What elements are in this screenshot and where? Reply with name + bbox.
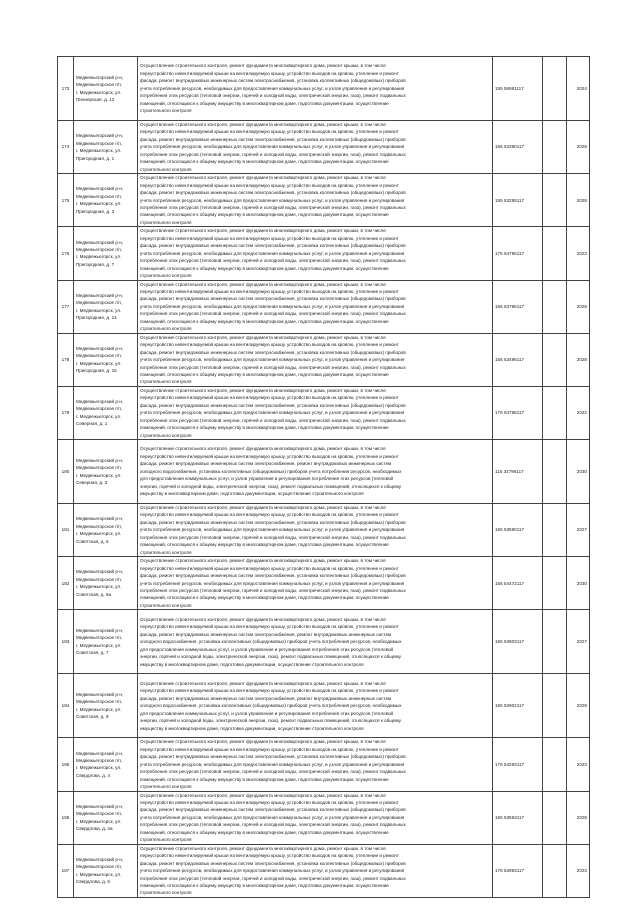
work-description-line: переустройство невентилируемой крыши на вентилируемую крышу, устройство выходов на кровлю, утепление и ремонт bbox=[140, 342, 399, 348]
work-description-line: фасада, ремонт внутридомовых инженерных систем электроснабжения, ремонт внутридомовых инженерных систем bbox=[140, 461, 392, 467]
cost-code-cell: 155 52902117 bbox=[493, 674, 543, 738]
work-description-line: холодного водоснабжения, установка коллективных (общедомовых) приборов учета потребления ресурсов, необходимых bbox=[140, 468, 402, 474]
work-description-line: учета потребления ресурсов, необходимых для предоставления коммунальных услуг, и узлов управления и регулирования bbox=[140, 144, 405, 150]
work-description-line: переустройство невентилируемой крыши на вентилируемую крышу, устройство выходов на кровлю, утепление и ремонт bbox=[140, 235, 399, 241]
cost-code-cell: 155 53903117 bbox=[493, 610, 543, 674]
address-cell bbox=[74, 440, 138, 504]
table-row bbox=[58, 174, 590, 227]
table-row bbox=[58, 844, 590, 897]
address-line: Медвежьегорский р-н, bbox=[76, 569, 124, 575]
work-description-line: Осуществление строительного контроля, ремонт фундамента многоквартирного дома, ремонт крыши, в том числе bbox=[140, 387, 386, 393]
work-description-line: учета потребления ресурсов, необходимых для предоставления коммунальных услуг, и узлов управления и регулирования bbox=[140, 527, 405, 533]
work-description-line: потребления этих ресурсов (тепловой энергии, горячей и холодной воды, электрической энергии, газа), ремонт подвальных bbox=[140, 258, 406, 264]
work-description-line: строительного контроля bbox=[140, 108, 192, 114]
work-description-line: переустройство невентилируемой крыши на вентилируемую крышу, устройство выходов на кровлю, утепление и ремонт bbox=[140, 800, 399, 805]
work-description-line: учета потребления ресурсов, необходимых для предоставления коммунальных услуг, и узлов управления и регулирования bbox=[140, 580, 405, 586]
work-description-line: помещений, относящихся к общему имуществу в многоквартирном доме, подготовка документации, осуществление bbox=[140, 542, 389, 548]
work-description-cell bbox=[138, 557, 493, 610]
repair-year-cell: 2028 bbox=[567, 174, 590, 227]
work-description-cell bbox=[138, 57, 493, 121]
work-description-cell bbox=[138, 280, 493, 333]
address-line: Северная, д. 3 bbox=[76, 479, 108, 485]
cost-code-cell: 155 53390117 bbox=[493, 121, 543, 174]
address-line: Медвежьегорский р-н, bbox=[76, 803, 124, 809]
address-cell bbox=[74, 557, 138, 610]
address-line: г. Медвежьегорск, ул. bbox=[76, 584, 122, 590]
address-line: г. Медвежьегорск, ул. bbox=[76, 531, 122, 537]
work-description-line: потребления этих ресурсов (тепловой энергии, горячей и холодной воды, электрической энергии, газа), ремонт подвальных bbox=[140, 364, 406, 370]
address-line: г. Медвежьегорск, ул. bbox=[76, 307, 122, 313]
work-description-line: потребления этих ресурсов (тепловой энергии, горячей и холодной воды, электрической энергии, газа), ремонт подвальных bbox=[140, 417, 406, 423]
work-description-line: энергии, горячей и холодной воды, электрической энергии, газа), ремонт подвальных помещений, относящихся к общему bbox=[140, 654, 402, 660]
work-description-line: фасада, ремонт внутридомовых инженерных систем электроснабжения, установка коллективных (общедомовых) приборов bbox=[140, 78, 406, 84]
work-description-cell bbox=[138, 738, 493, 791]
work-description-line: учета потребления ресурсов, необходимых для предоставления коммунальных услуг, и узлов управления и регулирования bbox=[140, 85, 405, 91]
work-description-line: помещений, относящихся к общему имуществу в многоквартирном доме, подготовка документации, осуществление bbox=[140, 595, 389, 601]
address-line: Медвежьегорское г/п, bbox=[76, 82, 123, 88]
address-line: Медвежьегорское г/п, bbox=[76, 576, 123, 582]
work-description-line: фасада, ремонт внутридомовых инженерных систем электроснабжения, установка коллективных (общедомовых) приборов bbox=[140, 573, 406, 579]
work-description-line: переустройство невентилируемой крыши на вентилируемую крышу, устройство выходов на кровлю, утепление и ремонт bbox=[140, 688, 399, 694]
work-description-line: строительного контроля bbox=[140, 602, 192, 608]
address-line: Медвежьегорское г/п, bbox=[76, 635, 123, 641]
address-line: г. Медвежьегорск, ул. bbox=[76, 642, 122, 648]
cost-code-cell: 175 54293117 bbox=[493, 738, 543, 791]
work-description-cell bbox=[138, 504, 493, 557]
work-description-line: переустройство невентилируемой крыши на вентилируемую крышу, устройство выходов на кровлю, утепление и ремонт bbox=[140, 182, 399, 188]
work-description-line: фасада, ремонт внутридомовых инженерных систем электроснабжения, установка коллективных (общедомовых) приборов bbox=[140, 349, 406, 355]
address-line: Советская, д. 5 bbox=[76, 538, 109, 544]
address-line: Пригородная, д. 14 bbox=[76, 315, 117, 321]
work-description-line: энергии, горячей и холодной воды, электрической энергии, газа), ремонт подвальных помещений, относящихся к общему bbox=[140, 718, 402, 724]
empty-cell bbox=[543, 844, 567, 897]
address-line: Медвежьегорское г/п, bbox=[76, 811, 123, 817]
work-description-line: переустройство невентилируемой крыши на вентилируемую крышу, устройство выходов на кровлю, утепление и ремонт bbox=[140, 70, 399, 76]
work-description-line: учета потребления ресурсов, необходимых для предоставления коммунальных услуг, и узлов управления и регулирования bbox=[140, 410, 405, 416]
empty-cell bbox=[543, 280, 567, 333]
work-description-line: строительного контроля bbox=[140, 784, 192, 790]
work-description-line: холодного водоснабжения, установка коллективных (общедомовых) приборов учета потребления ресурсов, необходимых bbox=[140, 703, 402, 709]
address-cell bbox=[74, 791, 138, 844]
empty-cell bbox=[543, 674, 567, 738]
work-description-line: фасада, ремонт внутридомовых инженерных систем электроснабжения, ремонт внутридомовых инженерных систем bbox=[140, 631, 392, 637]
empty-cell bbox=[543, 557, 567, 610]
address-cell bbox=[74, 333, 138, 386]
address-line: г. Медвежьегорск, ул. bbox=[76, 871, 122, 877]
work-description-line: строительного контроля bbox=[140, 166, 192, 172]
work-description-line: для предоставления коммунальных услуг, и узлов управления и регулирования потребления этих ресурсов (тепловой bbox=[140, 710, 394, 716]
work-description-line: помещений, относящихся к общему имуществу в многоквартирном доме, подготовка документации, осуществление bbox=[140, 371, 389, 377]
work-description-line: переустройство невентилируемой крыши на вентилируемую крышу, устройство выходов на кровлю, утепление и ремонт bbox=[140, 288, 399, 294]
work-description-line: учета потребления ресурсов, необходимых для предоставления коммунальных услуг, и узлов управления и регулирования bbox=[140, 814, 405, 820]
repair-year-cell: 2028 bbox=[567, 121, 590, 174]
empty-cell bbox=[543, 121, 567, 174]
work-description-line: Осуществление строительного контроля, ремонт фундамента многоквартирного дома, ремонт крыши, в том числе bbox=[140, 175, 386, 181]
table-body bbox=[58, 57, 590, 898]
address-cell bbox=[74, 280, 138, 333]
work-description-line: фасада, ремонт внутридомовых инженерных систем электроснабжения, установка коллективных (общедомовых) приборов bbox=[140, 860, 406, 866]
address-line: г. Медвежьегорск, ул. bbox=[76, 765, 122, 771]
work-description-line: потребления этих ресурсов (тепловой энергии, горячей и холодной воды, электрической энергии, газа), ремонт подвальных bbox=[140, 875, 406, 881]
repair-year-cell: 2029 bbox=[567, 674, 590, 738]
address-line: Пионерская, д. 12 bbox=[76, 96, 115, 102]
work-description-line: Осуществление строительного контроля, ремонт фундамента многоквартирного дома, ремонт крыши, в том числе bbox=[140, 334, 386, 340]
work-description-line: переустройство невентилируемой крыши на вентилируемую крышу, устройство выходов на кровлю, утепление и ремонт bbox=[140, 453, 399, 459]
address-line: Медвежьегорский р-н, bbox=[76, 516, 124, 522]
work-description-line: помещений, относящихся к общему имуществу в многоквартирном доме, подготовка документации, осуществление bbox=[140, 318, 389, 324]
address-line: Медвежьегорское г/п, bbox=[76, 300, 123, 306]
work-description-line: строительного контроля bbox=[140, 890, 192, 896]
repair-year-cell: 2022 bbox=[567, 386, 590, 439]
work-description-cell bbox=[138, 333, 493, 386]
row-number: 176 bbox=[58, 227, 74, 280]
work-description-line: Осуществление строительного контроля, ремонт фундамента многоквартирного дома, ремонт крыши, в том числе bbox=[140, 792, 386, 798]
address-line: Медвежьегорский р-н, bbox=[76, 133, 124, 139]
work-description-line: строительного контроля bbox=[140, 219, 192, 225]
cost-code-cell: 155 53590117 bbox=[493, 504, 543, 557]
work-description-line: помещений, относящихся к общему имуществу в многоквартирном доме, подготовка документации, осуществление bbox=[140, 425, 389, 431]
cost-code-cell: 155 55991117 bbox=[493, 57, 543, 121]
work-description-line: переустройство невентилируемой крыши на вентилируемую крышу, устройство выходов на кровлю, утепление и ремонт bbox=[140, 512, 399, 518]
row-number: 186 bbox=[58, 791, 74, 844]
empty-cell bbox=[543, 610, 567, 674]
capital-repair-table bbox=[57, 56, 590, 898]
work-description-line: потребления этих ресурсов (тепловой энергии, горячей и холодной воды, электрической энергии, газа), ремонт подвальных bbox=[140, 93, 406, 99]
address-line: г. Медвежьегорск, ул. bbox=[76, 254, 122, 260]
work-description-line: Осуществление строительного контроля, ремонт фундамента многоквартирного дома, ремонт крыши, в том числе bbox=[140, 505, 386, 511]
address-line: Медвежьегорское г/п, bbox=[76, 246, 123, 252]
address-cell bbox=[74, 504, 138, 557]
repair-year-cell: 2023 bbox=[567, 738, 590, 791]
address-cell bbox=[74, 738, 138, 791]
work-description-cell bbox=[138, 674, 493, 738]
work-description-line: помещений, относящихся к общему имуществу в многоквартирном доме, подготовка документации, осуществление bbox=[140, 776, 389, 782]
work-description-line: холодного водоснабжения, установка коллективных (общедомовых) приборов учета потребления ресурсов, необходимых bbox=[140, 639, 402, 645]
work-description-line: учета потребления ресурсов, необходимых для предоставления коммунальных услуг, и узлов управления и регулирования bbox=[140, 197, 405, 203]
work-description-line: фасада, ремонт внутридомовых инженерных систем электроснабжения, установка коллективных (общедомовых) приборов bbox=[140, 807, 406, 813]
address-cell bbox=[74, 386, 138, 439]
table-row bbox=[58, 610, 590, 674]
work-description-cell bbox=[138, 121, 493, 174]
table-row bbox=[58, 121, 590, 174]
work-description-line: потребления этих ресурсов (тепловой энергии, горячей и холодной воды, электрической энергии, газа), ремонт подвальных bbox=[140, 769, 406, 775]
cost-code-cell: 175 54993117 bbox=[493, 844, 543, 897]
empty-cell bbox=[543, 440, 567, 504]
address-line: Свердлова, д. 4а bbox=[76, 826, 113, 832]
address-line: Советская, д. 7 bbox=[76, 650, 109, 656]
address-cell bbox=[74, 227, 138, 280]
address-cell bbox=[74, 174, 138, 227]
work-description-line: переустройство невентилируемой крыши на вентилируемую крышу, устройство выходов на кровлю, утепление и ремонт bbox=[140, 624, 399, 630]
address-line: Пригородная, д. 3 bbox=[76, 208, 115, 214]
table-row bbox=[58, 57, 590, 121]
work-description-line: имуществу в многоквартирном доме, подготовка документации, осуществление строительного контроля bbox=[140, 725, 364, 731]
work-description-cell bbox=[138, 844, 493, 897]
work-description-line: помещений, относящихся к общему имуществу в многоквартирном доме, подготовка документации, осуществление bbox=[140, 159, 389, 165]
work-description-line: Осуществление строительного контроля, ремонт фундамента многоквартирного дома, ремонт крыши, в том числе bbox=[140, 616, 386, 622]
work-description-line: помещений, относящихся к общему имуществу в многоквартирном доме, подготовка документации, осуществление bbox=[140, 829, 389, 835]
work-description-line: Осуществление строительного контроля, ремонт фундамента многоквартирного дома, ремонт крыши, в том числе bbox=[140, 446, 386, 452]
work-description-line: фасада, ремонт внутридомовых инженерных систем электроснабжения, установка коллективных (общедомовых) приборов bbox=[140, 296, 406, 302]
address-line: Медвежьегорский р-н, bbox=[76, 691, 124, 697]
address-line: Свердлова, д. 4 bbox=[76, 772, 110, 778]
work-description-line: строительного контроля bbox=[140, 326, 192, 332]
work-description-line: фасада, ремонт внутридомовых инженерных систем электроснабжения, установка коллективных (общедомовых) приборов bbox=[140, 402, 406, 408]
work-description-line: строительного контроля bbox=[140, 379, 192, 385]
work-description-line: строительного контроля bbox=[140, 432, 192, 438]
work-description-line: имуществу в многоквартирном доме, подготовка документации, осуществление строительного контроля bbox=[140, 661, 364, 667]
table-row bbox=[58, 440, 590, 504]
row-number: 187 bbox=[58, 844, 74, 897]
work-description-line: переустройство невентилируемой крыши на вентилируемую крышу, устройство выходов на кровлю, утепление и ремонт bbox=[140, 565, 399, 571]
work-description-cell bbox=[138, 174, 493, 227]
table-row bbox=[58, 738, 590, 791]
address-line: Медвежьегорский р-н, bbox=[76, 856, 124, 862]
address-line: Пригородная, д. 15 bbox=[76, 368, 117, 374]
work-description-line: переустройство невентилируемой крыши на вентилируемую крышу, устройство выходов на кровлю, утепление и ремонт bbox=[140, 746, 399, 752]
repair-year-cell: 2023 bbox=[567, 227, 590, 280]
row-number: 175 bbox=[58, 174, 74, 227]
address-cell bbox=[74, 57, 138, 121]
empty-cell bbox=[543, 227, 567, 280]
work-description-line: потребления этих ресурсов (тепловой энергии, горячей и холодной воды, электрической энергии, газа), ремонт подвальных bbox=[140, 822, 406, 828]
work-description-line: имуществу в многоквартирном доме, подготовка документации, осуществление строительного контроля bbox=[140, 491, 364, 497]
work-description-line: учета потребления ресурсов, необходимых для предоставления коммунальных услуг, и узлов управления и регулирования bbox=[140, 250, 405, 256]
work-description-line: учета потребления ресурсов, необходимых для предоставления коммунальных услуг, и узлов управления и регулирования bbox=[140, 761, 405, 767]
cost-code-cell: 155 54472117 bbox=[493, 557, 543, 610]
address-line: Медвежьегорское г/п, bbox=[76, 864, 123, 870]
address-line: г. Медвежьегорск, ул. bbox=[76, 89, 122, 95]
empty-cell bbox=[543, 738, 567, 791]
address-line: Северная, д. 1 bbox=[76, 421, 108, 427]
work-description-line: учета потребления ресурсов, необходимых для предоставления коммунальных услуг, и узлов управления и регулирования bbox=[140, 357, 405, 363]
work-description-line: Осуществление строительного контроля, ремонт фундамента многоквартирного дома, ремонт крыши, в том числе bbox=[140, 122, 386, 127]
work-description-line: строительного контроля bbox=[140, 837, 192, 843]
work-description-line: фасада, ремонт внутридомовых инженерных систем электроснабжения, ремонт внутридомовых инженерных систем bbox=[140, 695, 392, 701]
address-line: Медвежьегорский р-н, bbox=[76, 292, 124, 298]
row-number: 183 bbox=[58, 610, 74, 674]
empty-cell bbox=[543, 174, 567, 227]
work-description-line: Осуществление строительного контроля, ремонт фундамента многоквартирного дома, ремонт крыши, в том числе bbox=[140, 845, 386, 851]
empty-cell bbox=[543, 504, 567, 557]
address-line: Медвежьегорский р-н, bbox=[76, 457, 124, 463]
address-cell bbox=[74, 610, 138, 674]
work-description-line: строительного контроля bbox=[140, 273, 192, 279]
repair-year-cell: 2023 bbox=[567, 844, 590, 897]
table-row bbox=[58, 386, 590, 439]
work-description-line: переустройство невентилируемой крыши на вентилируемую крышу, устройство выходов на кровлю, утепление и ремонт bbox=[140, 853, 399, 859]
work-description-line: для предоставления коммунальных услуг, и узлов управления и регулирования потребления этих ресурсов (тепловой bbox=[140, 646, 394, 652]
table-row bbox=[58, 557, 590, 610]
address-line: г. Медвежьегорск, ул. bbox=[76, 201, 122, 207]
work-description-line: Осуществление строительного контроля, ремонт фундамента многоквартирного дома, ремонт крыши, в том числе bbox=[140, 281, 386, 287]
work-description-line: потребления этих ресурсов (тепловой энергии, горячей и холодной воды, электрической энергии, газа), ремонт подвальных bbox=[140, 588, 406, 594]
work-description-cell bbox=[138, 386, 493, 439]
repair-year-cell: 2027 bbox=[567, 504, 590, 557]
address-line: г. Медвежьегорск, ул. bbox=[76, 706, 122, 712]
work-description-line: помещений, относящихся к общему имуществу в многоквартирном доме, подготовка документации, осуществление bbox=[140, 265, 389, 271]
cost-code-cell: 155 53295117 bbox=[493, 174, 543, 227]
work-description-line: для предоставления коммунальных услуг, и узлов управления и регулирования потребления этих ресурсов (тепловой bbox=[140, 476, 394, 482]
work-description-line: помещений, относящихся к общему имуществу в многоквартирном доме, подготовка документации, осуществление bbox=[140, 212, 389, 218]
address-line: Медвежьегорское г/п, bbox=[76, 523, 123, 529]
work-description-line: фасада, ремонт внутридомовых инженерных систем электроснабжения, установка коллективных (общедомовых) приборов bbox=[140, 519, 406, 525]
work-description-line: Осуществление строительного контроля, ремонт фундамента многоквартирного дома, ремонт крыши, в том числе bbox=[140, 558, 386, 564]
address-line: г. Медвежьегорск, ул. bbox=[76, 413, 122, 419]
address-line: Медвежьегорское г/п, bbox=[76, 699, 123, 705]
address-line: Медвежьегорский р-н, bbox=[76, 345, 124, 351]
repair-year-cell: 2028 bbox=[567, 791, 590, 844]
cost-code-cell: 155 53496117 bbox=[493, 333, 543, 386]
work-description-line: фасада, ремонт внутридомовых инженерных систем электроснабжения, установка коллективных (общедомовых) приборов bbox=[140, 136, 406, 142]
work-description-line: потребления этих ресурсов (тепловой энергии, горячей и холодной воды, электрической энергии, газа), ремонт подвальных bbox=[140, 204, 406, 210]
address-line: Медвежьегорское г/п, bbox=[76, 406, 123, 412]
cost-code-cell: 175 54795117 bbox=[493, 227, 543, 280]
repair-year-cell: 2028 bbox=[567, 280, 590, 333]
empty-cell bbox=[543, 386, 567, 439]
cost-code-cell: 175 54798117 bbox=[493, 386, 543, 439]
repair-year-cell: 2028 bbox=[567, 333, 590, 386]
work-description-line: потребления этих ресурсов (тепловой энергии, горячей и холодной воды, электрической энергии, газа), ремонт подвальных bbox=[140, 311, 406, 317]
address-line: Медвежьегорский р-н, bbox=[76, 74, 124, 80]
work-description-line: переустройство невентилируемой крыши на вентилируемую крышу, устройство выходов на кровлю, утепление и ремонт bbox=[140, 395, 399, 401]
row-number: 180 bbox=[58, 440, 74, 504]
address-line: Медвежьегорский р-н, bbox=[76, 239, 124, 245]
table-row bbox=[58, 333, 590, 386]
work-description-line: потребления этих ресурсов (тепловой энергии, горячей и холодной воды, электрической энергии, газа), ремонт подвальных bbox=[140, 534, 406, 540]
work-description-line: помещений, относящихся к общему имуществу в многоквартирном доме, подготовка документации, осуществление bbox=[140, 882, 389, 888]
row-number: 177 bbox=[58, 280, 74, 333]
row-number: 174 bbox=[58, 121, 74, 174]
row-number: 185 bbox=[58, 738, 74, 791]
empty-cell bbox=[543, 791, 567, 844]
work-description-line: фасада, ремонт внутридомовых инженерных систем электроснабжения, установка коллективных (общедомовых) приборов bbox=[140, 243, 406, 249]
table-row bbox=[58, 227, 590, 280]
address-line: Медвежьегорский р-н, bbox=[76, 399, 124, 405]
address-line: Медвежьегорский р-н, bbox=[76, 186, 124, 192]
empty-cell bbox=[543, 333, 567, 386]
work-description-line: потребления этих ресурсов (тепловой энергии, горячей и холодной воды, электрической энергии, газа), ремонт подвальных bbox=[140, 151, 406, 157]
table-row bbox=[58, 280, 590, 333]
work-description-line: Осуществление строительного контроля, ремонт фундамента многоквартирного дома, ремонт крыши, в том числе bbox=[140, 228, 386, 234]
address-line: Медвежьегорское г/п, bbox=[76, 758, 123, 763]
table-row bbox=[58, 791, 590, 844]
empty-cell bbox=[543, 57, 567, 121]
work-description-line: фасада, ремонт внутридомовых инженерных систем электроснабжения, установка коллективных (общедомовых) приборов bbox=[140, 754, 406, 760]
address-line: г. Медвежьегорск, ул. bbox=[76, 148, 122, 154]
work-description-line: переустройство невентилируемой крыши на вентилируемую крышу, устройство выходов на кровлю, утепление и ремонт bbox=[140, 129, 399, 135]
address-line: Пригородная, д. 7 bbox=[76, 261, 115, 267]
work-description-line: помещений, относящихся к общему имуществу в многоквартирном доме, подготовка документации, осуществление bbox=[140, 100, 389, 106]
repair-year-cell: 2030 bbox=[567, 557, 590, 610]
work-description-cell bbox=[138, 227, 493, 280]
work-description-line: Осуществление строительного контроля, ремонт фундамента многоквартирного дома, ремонт крыши, в том числе bbox=[140, 63, 386, 69]
address-line: Медвежьегорское г/п, bbox=[76, 353, 123, 359]
row-number: 182 bbox=[58, 557, 74, 610]
repair-year-cell: 2024 bbox=[567, 57, 590, 121]
work-description-line: Осуществление строительного контроля, ремонт фундамента многоквартирного дома, ремонт крыши, в том числе bbox=[140, 680, 386, 686]
address-line: Советская, д. 5а bbox=[76, 591, 112, 597]
address-line: Медвежьегорское г/п, bbox=[76, 465, 123, 471]
row-number: 181 bbox=[58, 504, 74, 557]
address-cell bbox=[74, 844, 138, 897]
address-line: Пригородная, д. 1 bbox=[76, 155, 115, 161]
row-number: 173 bbox=[58, 57, 74, 121]
address-line: г. Медвежьегорск, ул. bbox=[76, 472, 122, 478]
address-cell bbox=[74, 121, 138, 174]
cost-code-cell: 155 53796117 bbox=[493, 280, 543, 333]
table-row bbox=[58, 674, 590, 738]
address-line: Советская, д. 9 bbox=[76, 714, 109, 720]
work-description-line: строительного контроля bbox=[140, 549, 192, 555]
cost-code-cell: 115 34796117 bbox=[493, 440, 543, 504]
cost-code-cell: 155 53593117 bbox=[493, 791, 543, 844]
address-line: Медвежьегорский р-н, bbox=[76, 750, 124, 756]
address-line: Медвежьегорское г/п, bbox=[76, 140, 123, 146]
row-number: 184 bbox=[58, 674, 74, 738]
address-line: Свердлова, д. 6 bbox=[76, 879, 110, 885]
address-line: Медвежьегорское г/п, bbox=[76, 193, 123, 199]
row-number: 179 bbox=[58, 386, 74, 439]
work-description-line: Осуществление строительного контроля, ремонт фундамента многоквартирного дома, ремонт крыши, в том числе bbox=[140, 739, 386, 745]
work-description-line: энергии, горячей и холодной воды, электрической энергии, газа), ремонт подвальных помещений, относящихся к общему bbox=[140, 483, 402, 489]
repair-year-cell: 2030 bbox=[567, 440, 590, 504]
address-line: г. Медвежьегорск, ул. bbox=[76, 818, 122, 824]
address-line: Медвежьегорский р-н, bbox=[76, 627, 124, 633]
work-description-cell bbox=[138, 610, 493, 674]
work-description-line: фасада, ремонт внутридомовых инженерных систем электроснабжения, установка коллективных (общедомовых) приборов bbox=[140, 190, 406, 196]
row-number: 178 bbox=[58, 333, 74, 386]
table-row bbox=[58, 504, 590, 557]
work-description-cell bbox=[138, 791, 493, 844]
address-line: г. Медвежьегорск, ул. bbox=[76, 360, 122, 366]
repair-year-cell: 2027 bbox=[567, 610, 590, 674]
work-description-line: учета потребления ресурсов, необходимых для предоставления коммунальных услуг, и узлов управления и регулирования bbox=[140, 303, 405, 309]
work-description-line: учета потребления ресурсов, необходимых для предоставления коммунальных услуг, и узлов управления и регулирования bbox=[140, 868, 405, 874]
work-description-cell bbox=[138, 440, 493, 504]
address-cell bbox=[74, 674, 138, 738]
